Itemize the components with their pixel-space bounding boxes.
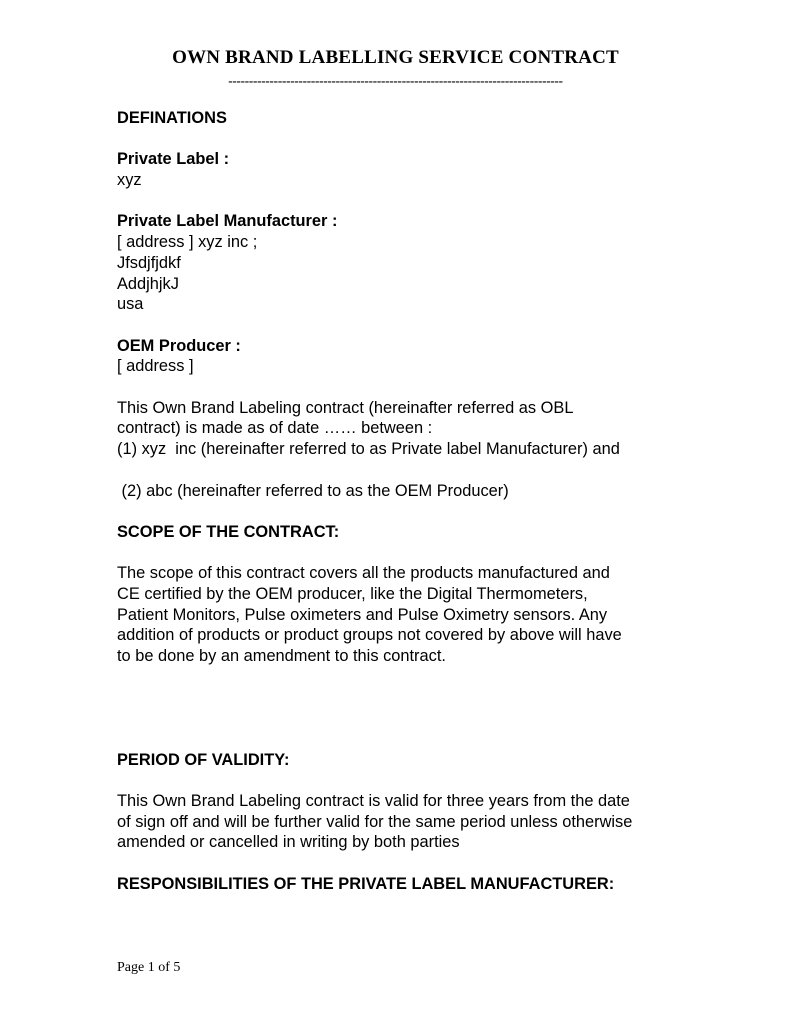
spacer [117,543,717,564]
spacer [117,501,717,522]
page-number: Page 1 of 5 [117,960,181,975]
intro-line: (2) abc (hereinafter referred to as the OEM Producer) [117,481,509,500]
spacer [117,377,717,398]
validity-line: This Own Brand Labeling contract is valid for three years from the date [117,792,630,811]
section-heading-responsibilities: RESPONSIBILITIES OF THE PRIVATE LABEL MANUFACTURER: [117,874,615,893]
oem-producer-address-line: [ address ] [117,357,194,376]
spacer [117,191,717,212]
document-title: OWN BRAND LABELLING SERVICE CONTRACT [172,47,619,68]
manufacturer-address-line: usa [117,295,144,314]
private-label-manufacturer-term: Private Label Manufacturer : [117,212,338,231]
scope-line: Patient Monitors, Pulse oximeters and Pulse Oximetry sensors. Any [117,605,608,624]
scope-line: CE certified by the OEM producer, like the Digital Thermometers, [117,585,588,604]
private-label-value: xyz [117,171,142,190]
validity-line: of sign off and will be further valid for the same period unless otherwise [117,812,633,831]
spacer [117,770,717,791]
section-heading-scope: SCOPE OF THE CONTRACT: [117,522,340,541]
intro-line: contract) is made as of date …… between : [117,419,433,438]
manufacturer-address-line: Jfsdjfjdkf [117,253,181,272]
scope-line: The scope of this contract covers all the products manufactured and [117,564,610,583]
scope-line: to be done by an amendment to this contract. [117,647,446,666]
title-underline-rule: --------------------------------------------------------------------------------- [228,73,563,88]
validity-line: amended or cancelled in writing by both parties [117,833,460,852]
document-body [117,108,717,895]
oem-producer-term: OEM Producer : [117,336,241,355]
manufacturer-address-line: AddjhjkJ [117,274,179,293]
private-label-term: Private Label : [117,150,230,169]
spacer [117,315,717,336]
spacer [117,129,717,150]
spacer [117,460,717,481]
section-heading-definitions: DEFINATIONS [117,109,227,127]
section-heading-validity: PERIOD OF VALIDITY: [117,750,290,769]
scope-line: addition of products or product groups not covered by above will have [117,626,622,645]
intro-line: This Own Brand Labeling contract (hereinafter referred as OBL [117,398,574,417]
spacer [117,667,717,750]
intro-line: (1) xyz inc (hereinafter referred to as Private label Manufacturer) and [117,440,620,459]
manufacturer-address-line: [ address ] xyz inc ; [117,233,258,252]
spacer [117,853,717,874]
